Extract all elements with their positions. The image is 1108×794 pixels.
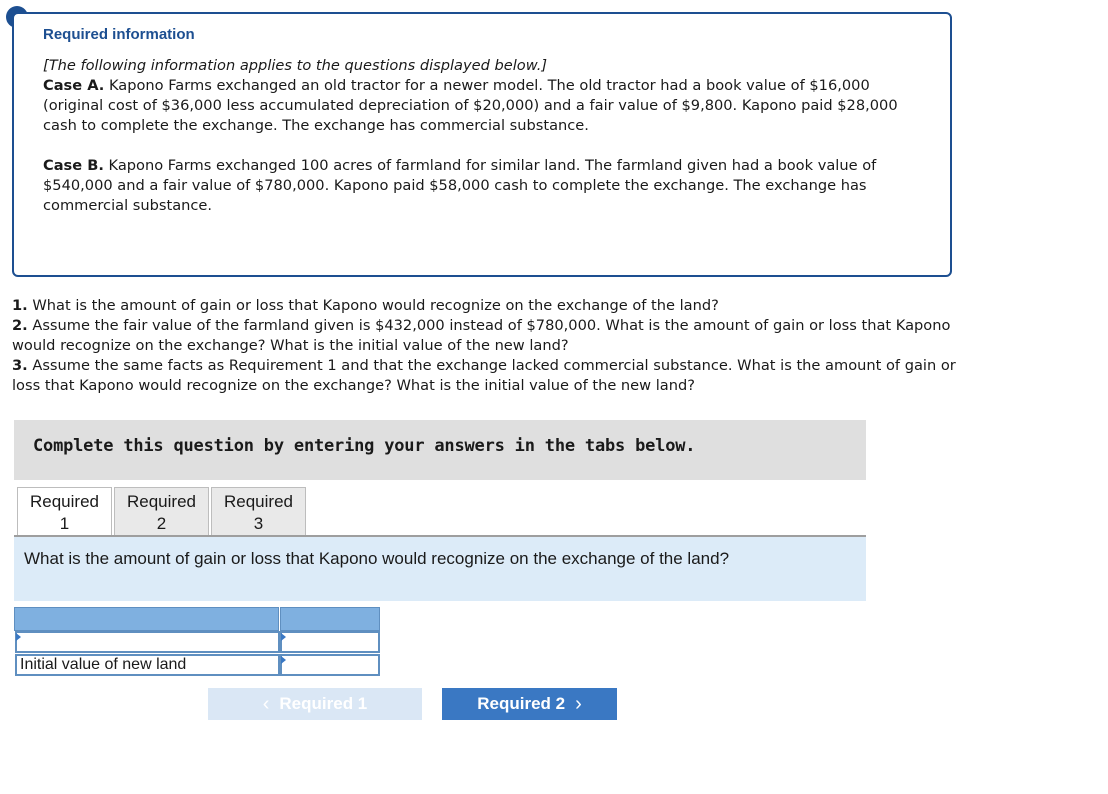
requirement-number: 2. <box>12 317 28 334</box>
info-body <box>43 56 903 216</box>
requirement-1 <box>12 296 962 316</box>
tab-number: 3 <box>253 514 264 533</box>
chevron-left-icon: ‹ <box>262 693 270 715</box>
input-marker-icon <box>281 633 286 641</box>
tab-number: 1 <box>59 514 70 533</box>
previous-required-button[interactable] <box>208 688 422 720</box>
info-intro: [The following information applies to the questions displayed below.] <box>43 57 548 74</box>
next-required-button[interactable] <box>442 688 617 720</box>
table-header-label <box>14 607 279 631</box>
tab-required-2[interactable] <box>114 487 209 536</box>
question-prompt: What is the amount of gain or loss that Kapono would recognize on the exchange of the land? <box>24 549 730 568</box>
tab-label: Required <box>127 492 196 511</box>
instruction-text: Complete this question by entering your answers in the tabs below. <box>33 436 696 456</box>
row2-label: Initial value of new land <box>15 654 280 676</box>
requirements-list <box>12 296 962 396</box>
instruction-bar <box>14 420 866 480</box>
requirement-text: Assume the fair value of the farmland given is $432,000 instead of $780,000. What is the amount of gain or loss that Kapono would recognize on the exchange? What is the initial value of the new land? <box>12 317 951 354</box>
requirement-number: 3. <box>12 357 28 374</box>
requirement-tabs <box>17 487 306 536</box>
tab-required-3[interactable] <box>211 487 306 536</box>
tab-required-1[interactable] <box>17 487 112 536</box>
requirement-text: Assume the same facts as Requirement 1 and that the exchange lacked commercial substance. What is the amount of gain or loss that Kapono would recognize on the exchange? What is the initial value of the new land? <box>12 357 956 394</box>
requirement-text: What is the amount of gain or loss that Kapono would recognize on the exchange of the land? <box>27 297 719 314</box>
tab-label: Required <box>30 492 99 511</box>
info-title: Required information <box>43 26 195 43</box>
row1-label-input[interactable] <box>15 631 280 653</box>
case-a <box>43 76 903 136</box>
requirement-3 <box>12 356 962 396</box>
case-a-text: Kapono Farms exchanged an old tractor for a newer model. The old tractor had a book value of $16,000 (original cost of $36,000 less accumulated depreciation of $20,000) and a fair value of $9,800. Kapono paid $28,000 cash to complete the exchange. The exchange has commercial substance. <box>43 77 898 134</box>
tab-number: 2 <box>156 514 167 533</box>
answer-table <box>14 607 380 678</box>
case-b <box>43 156 903 216</box>
tab-label: Required <box>224 492 293 511</box>
initial-value-input[interactable] <box>280 654 380 676</box>
table-header-value <box>280 607 380 631</box>
requirement-2 <box>12 316 962 356</box>
case-b-text: Kapono Farms exchanged 100 acres of farmland for similar land. The farmland given had a book value of $540,000 and a fair value of $780,000. Kapono paid $58,000 cash to complete the exchange. The exchange has commercial substance. <box>43 157 877 214</box>
previous-label: Required 1 <box>279 694 368 713</box>
row1-amount-input[interactable] <box>280 631 380 653</box>
input-marker-icon <box>281 656 286 664</box>
input-marker-icon <box>16 633 21 641</box>
next-label: Required 2 <box>477 694 566 713</box>
chevron-right-icon: › <box>575 693 582 715</box>
case-a-label: Case A. <box>43 77 105 94</box>
requirement-number: 1. <box>12 297 28 314</box>
question-prompt-panel <box>14 537 866 601</box>
case-b-label: Case B. <box>43 157 104 174</box>
